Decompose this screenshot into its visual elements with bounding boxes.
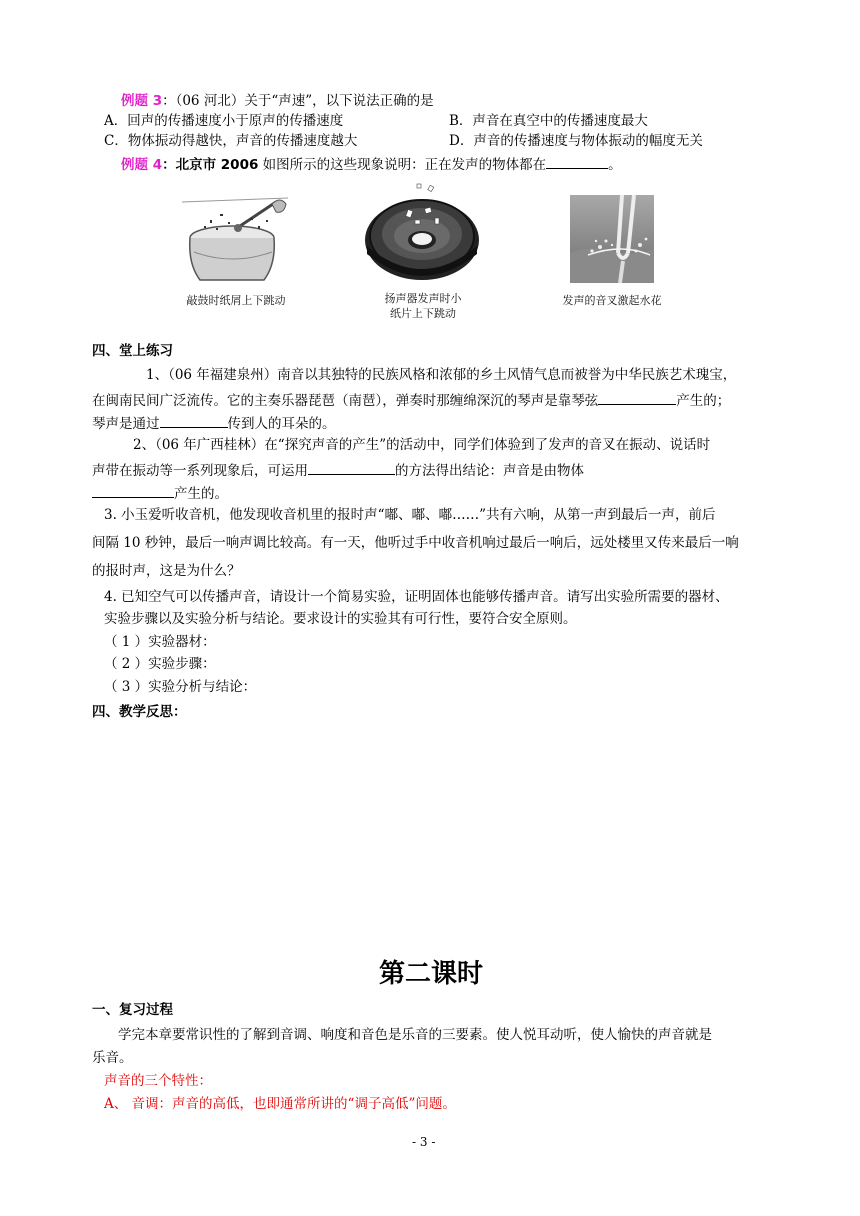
q4-item-3: （ 3 ）实验分析与结论： [104,679,257,695]
q1-line2-end: 产生的； [676,393,731,409]
q3-line3: 的报时声，这是为什么？ [92,563,241,579]
q2-blank-2[interactable] [92,485,174,498]
example3-label: 例题 3 [121,93,163,109]
q1-blank-2[interactable] [160,415,228,428]
example3-option-d: D．声音的传播速度与物体振动的幅度无关 [449,133,703,149]
example3-option-a: A．回声的传播速度小于原声的传播速度 [104,113,344,129]
example3-option-c: C．物体振动得越快，声音的传播速度越大 [104,133,358,149]
q3-line1: 3. 小玉爱听收音机，他发现收音机里的报时声“嘟、嘟、嘟……”共有六响，从第一声到最后一声，前后 [104,507,716,523]
q4-item-2: （ 2 ）实验步骤： [104,656,216,672]
example4-stem [121,156,622,173]
q1-blank-1[interactable] [598,392,676,405]
reflection-heading: 四、教学反思： [92,704,187,720]
q1-line2-text: 在闽南民间广泛流传。它的主奏乐器琵琶（南琶），弹奏时那缠绵深沉的琴声是靠琴弦 [92,393,599,409]
drum-icon [180,192,290,284]
figure-tuning-fork-caption: 发声的音叉激起水花 [562,294,662,307]
figure-speaker-caption-line1: 扬声器发声时小 [384,292,462,305]
review-heading: 一、复习过程 [92,1002,173,1018]
speaker-icon [363,180,481,284]
example4-source: ：北京市 2006 [162,157,259,173]
practice-heading: 四、堂上练习 [92,343,173,359]
figure-drum-caption: 敲鼓时纸屑上下跳动 [186,294,286,307]
q1-line3 [92,415,336,432]
q2-line2-end: 的方法得出结论：声音是由物体 [395,463,584,479]
q4-line1: 4. 已知空气可以传播声音，请设计一个简易实验，证明固体也能够传播声音。请写出实验所需要的器材、 [104,589,729,605]
review-para-line2: 乐音。 [92,1050,133,1066]
trait-a: A、 音调：声音的高低，也即通常所讲的“调子高低”问题。 [104,1096,456,1112]
q3-line2: 间隔 10 秒钟，最后一响声调比较高。有一天，他听过手中收音机响过最后一响后，远处楼里又传来最后一响 [92,535,739,551]
q4-line2: 实验步骤以及实验分析与结论。要求设计的实验其有可行性，要符合安全原则。 [104,611,577,627]
q2-line1: 2、（06 年广西桂林）在“探究声音的产生”的活动中，同学们体验到了发声的音叉在振动、说话时 [133,437,711,453]
example3-stem [121,95,434,109]
example4-label: 例题 4 [121,157,163,173]
page-number: - 3 - [412,1135,436,1149]
example3-option-b: B．声音在真空中的传播速度最大 [449,113,648,129]
example4-answer-blank[interactable] [546,156,608,169]
q1-line2 [92,392,730,409]
lesson2-title: 第二课时 [379,959,484,989]
example4-end: 。 [608,157,622,173]
q1-line1: 1、（06 年福建泉州）南音以其独特的民族风格和浓郁的乡土风情气息而被誉为中华民族艺术瑰宝， [146,367,737,383]
q4-item-1: （ 1 ）实验器材： [104,634,216,650]
q1-line3-text: 琴声是通过 [92,416,160,432]
q2-line2 [92,462,584,479]
figure-speaker-caption-line2: 纸片上下跳动 [390,307,456,320]
q2-line3 [92,485,228,502]
review-para-line1: 学完本章要常识性的了解到音调、响度和音色是乐音的三要素。使人悦耳动听，使人愉快的声音就是 [118,1027,712,1043]
example3-text: ：（06 河北）关于“声速”，以下说法正确的是 [162,93,434,109]
q1-line3-end: 传到人的耳朵的。 [227,416,336,432]
q2-blank-1[interactable] [308,462,395,475]
q2-line2-text: 声带在振动等一系列现象后，可运用 [92,463,308,479]
figure-speaker-caption [360,291,486,321]
traits-heading: 声音的三个特性： [104,1073,212,1089]
example4-text: 如图所示的这些现象说明：正在发声的物体都在 [258,157,547,173]
q2-line3-end: 产生的。 [174,486,228,502]
tuning-fork-icon [570,195,654,283]
